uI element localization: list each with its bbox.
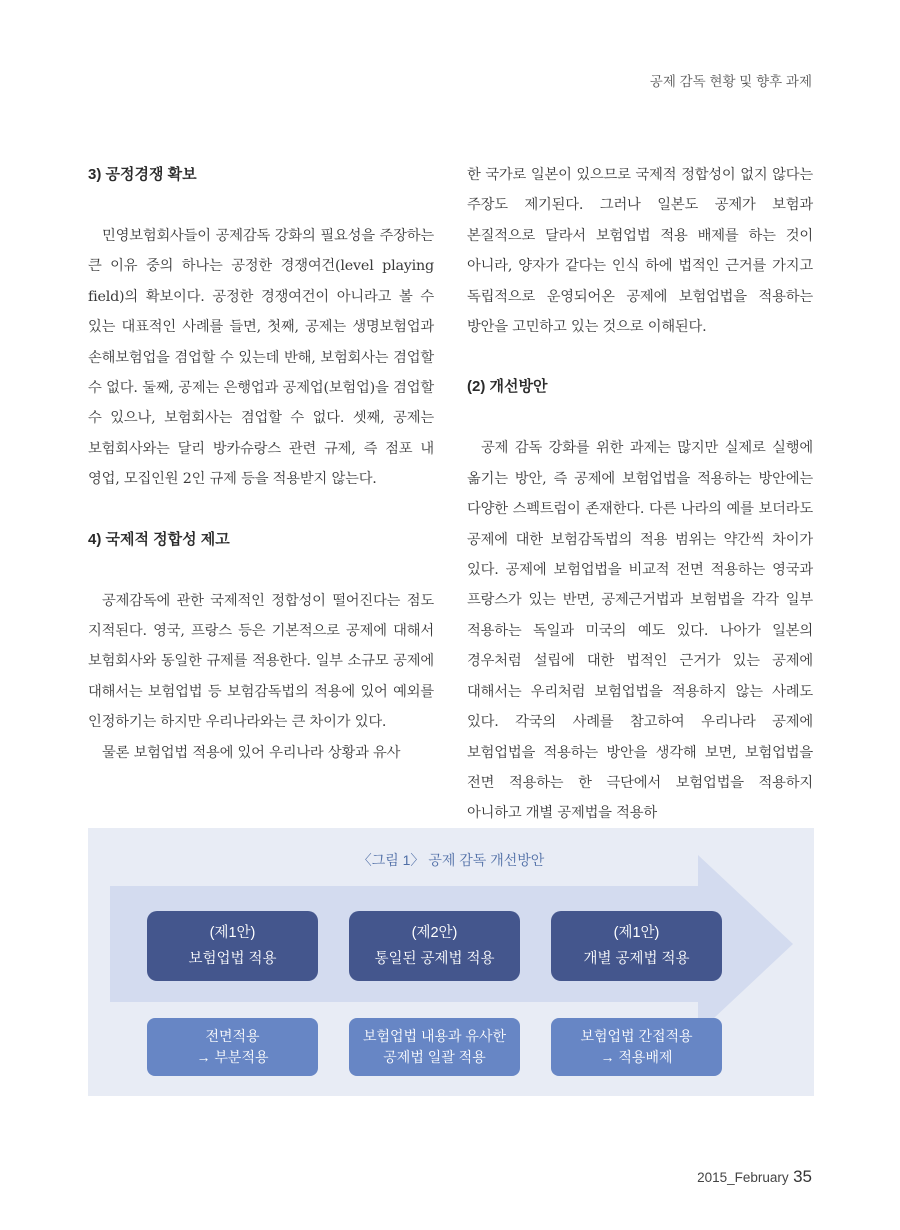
note-line: 보험업법 간접적용: [580, 1028, 693, 1044]
plan-title: 개별 공제법 적용: [583, 951, 690, 967]
plan-title: 통일된 공제법 적용: [374, 951, 495, 967]
note-box-1: [147, 1018, 318, 1076]
plan-title: 보험업법 적용: [188, 951, 277, 967]
paragraph: 물론 보험업법 적용에 있어 우리나라 상황과 유사: [102, 744, 401, 761]
plan-box-2: [349, 911, 520, 981]
right-column: [467, 160, 813, 829]
page-footer: [697, 1167, 812, 1187]
plan-box-1: [147, 911, 318, 981]
paragraph: 공제감독에 관한 국제적인 정합성이 떨어진다는 점도 지적된다. 영국, 프랑스 등은 기본적으로 공제에 대해서 보험회사와 동일한 규제를 적용한다. 일부 소규모 공제에 대해서는 보험업법 등 보험감독법의 적용에 있어 예외를 인정하기는 하지만 우리나라와는 큰 차이가 있다.: [88, 592, 434, 731]
section-heading-improvement-plan: (2) 개선방안: [467, 378, 548, 396]
note-line: → 적용배제: [600, 1049, 673, 1065]
paragraph-continued: 한 국가로 일본이 있으므로 국제적 정합성이 없지 않다는 주장도 제기된다. 그러나 일본도 공제가 보험과 본질적으로 달라서 보험업법 적용 배제를 하는 것이 아니라, 양자가 같다는 인식 하에 법적인 근거를 가지고 독립적으로 운영되어온 공제에 보험업법을 적용하는 방안을 고민하고 있는 것으로 이해된다.: [467, 167, 813, 336]
left-column: [88, 160, 434, 768]
note-box-2: [349, 1018, 520, 1076]
issue-label: 2015_February: [697, 1170, 789, 1185]
plan-box-3: [551, 911, 722, 981]
figure-caption: 〈그림 1〉 공제 감독 개선방안: [357, 852, 545, 868]
plan-number: (제1안): [613, 925, 660, 941]
note-line: 보험업법 내용과 유사한: [362, 1028, 507, 1044]
note-line: 전면적용: [205, 1028, 260, 1044]
figure-improvement-plan: [88, 828, 814, 1096]
page-number: 35: [793, 1167, 812, 1186]
paragraph: 민영보험회사들이 공제감독 강화의 필요성을 주장하는 큰 이유 중의 하나는 공정한 경쟁여건(level playing field)의 확보이다. 공정한 경쟁여건이 아니라고 볼 수 있는 대표적인 사례를 들면, 첫째, 공제는 생명보험업과 손해보험업을 겸업할 수 있는데 반해, 보험회사는 겸업할 수 없다. 둘째, 공제는 은행업과 공제업(보험업)을 겸업할 수 있으나, 보험회사는 겸업할 수 없다. 셋째, 공제는 보험회사와는 달리 방카슈랑스 관련 규제, 즉 점포 내 영업, 모집인원 2인 규제 등을 적용받지 않는다.: [88, 228, 434, 488]
plan-number: (제2안): [411, 925, 458, 941]
plan-number: (제1안): [209, 925, 256, 941]
section-heading-international-consistency: 4) 국제적 정합성 제고: [88, 530, 230, 548]
running-head: 공제 감독 현황 및 향후 과제: [649, 74, 812, 89]
section-heading-fair-competition: 3) 공정경쟁 확보: [88, 166, 197, 183]
paragraph: 공제 감독 강화를 위한 과제는 많지만 실제로 실행에 옮기는 방안, 즉 공제에 보험업법을 적용하는 방안에는 다양한 스펙트럼이 존재한다. 다른 나라의 예를 보더라도 공제에 대한 보험감독법의 적용 범위는 약간씩 차이가 있다. 공제에 보험업법을 비교적 전면 적용하는 영국과 프랑스가 있는 반면, 공제근거법과 보험법을 각각 일부 적용하는 독일과 미국의 예도 있다. 나아가 일본의 경우처럼 설립에 대한 법적인 근거가 있는 공제에 대해서는 우리처럼 보험업법을 적용하지 않는 사례도 있다. 각국의 사례를 참고하여 우리나라 공제에 보험업법을 적용하는 방안을 생각해 보면, 보험업법을 전면 적용하는 한 극단에서 보험업법을 적용하지 아니하고 개별 공제법을 적용하: [467, 440, 813, 822]
note-line: → 부분적용: [196, 1049, 269, 1065]
note-box-3: [551, 1018, 722, 1076]
note-line: 공제법 일괄 적용: [383, 1049, 486, 1065]
